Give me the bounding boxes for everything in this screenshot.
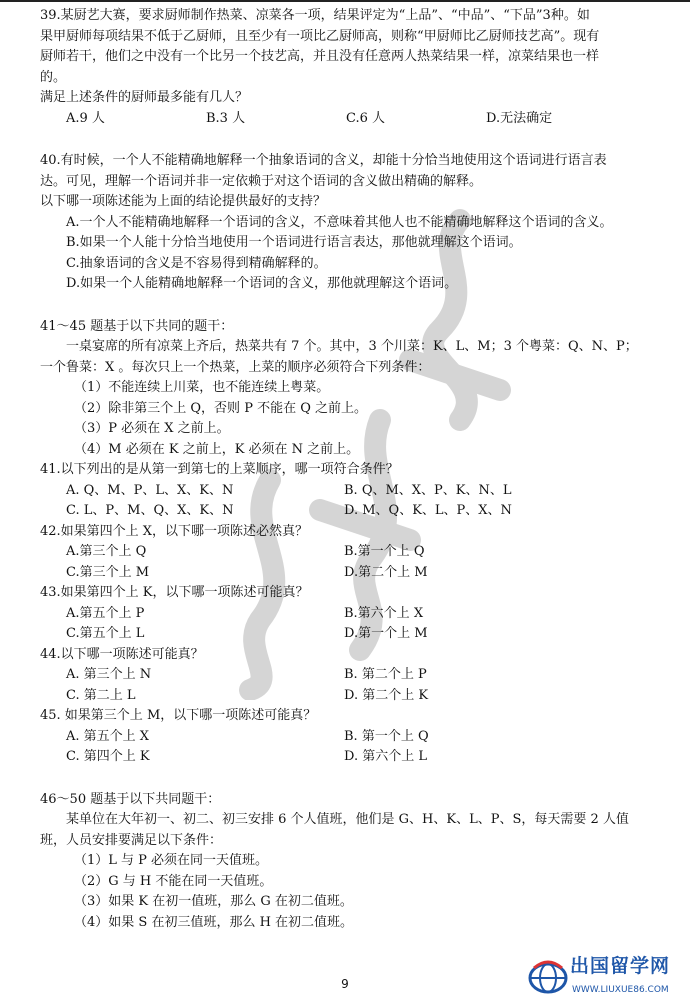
q41-options-row xyxy=(40,481,660,502)
q40-option-c: C.抽象语词的含义是不容易得到精确解释的。 xyxy=(66,255,327,271)
q45-option-d: D. 第六个上 L xyxy=(344,749,427,764)
group41-condition-1: （1）不能连续上川菜，也不能连续上粤菜。 xyxy=(74,380,330,395)
q40-question: 以下哪一项陈述能为上面的结论提供最好的支持？ xyxy=(40,194,327,209)
q41-question: 41.以下列出的是从第一到第七的上菜顺序，哪一项符合条件？ xyxy=(40,462,399,477)
group41-header: 41～45 题基于以下共同的题干： xyxy=(40,318,234,334)
logo-url: WWW.LIUXUE86.COM xyxy=(572,985,669,995)
q45-options-row xyxy=(40,727,660,748)
group46-header: 46～50 题基于以下共同题干： xyxy=(40,791,221,807)
q42-question: 42.如果第四个上 X，以下哪一项陈述必然真？ xyxy=(40,523,309,539)
logo-text: 出国留学网 xyxy=(570,955,671,977)
top-rule xyxy=(0,0,690,2)
q41-option-d: D. M、Q、K、L、P、X、N xyxy=(344,503,512,518)
q43-option-b: B.第六个上 X xyxy=(344,605,424,621)
q42-option-d: D.第二个上 M xyxy=(344,564,428,580)
group46-condition-4: （4）如果 S 在初三值班，那么 H 在初二值班。 xyxy=(74,914,354,930)
q43-option-a: A.第五个上 P xyxy=(66,605,145,621)
group41-condition-2: （2）除非第三个上 Q，否则 P 不能在 Q 之前上。 xyxy=(74,400,367,416)
q44-options-row xyxy=(40,665,660,686)
q43-options-row xyxy=(40,624,660,645)
q44-option-c: C. 第二上 L xyxy=(66,687,136,703)
q42-option-c: C.第三个上 M xyxy=(66,564,150,580)
q41-option-c: C. L、P、M、Q、X、K、N xyxy=(66,503,234,518)
q43-option-c: C.第五个上 L xyxy=(66,626,145,641)
q40-option-b: B.如果一个人能十分恰当地使用一个语词进行语言表达，那他就理解这个语词。 xyxy=(66,235,522,250)
q41-options-row xyxy=(40,501,660,522)
q43-options-row xyxy=(40,604,660,625)
group46-condition-2: （2）G 与 H 不能在同一天值班。 xyxy=(74,873,273,889)
q41-option-a: A. Q、M、P、L、X、K、N xyxy=(66,482,234,498)
q40-option-a: A.一个人不能精确地解释一个语词的含义，不意味着其他人也不能精确地解释这个语词的含义。 xyxy=(66,214,613,230)
q39-line: 果甲厨师每项结果不低于乙厨师，且至少有一项比乙厨师高，则称“甲厨师比乙厨师技艺高”。现有 xyxy=(40,28,600,44)
exam-page xyxy=(40,6,660,933)
group41-stem: 一桌宴席的所有凉菜上齐后，热菜共有 7 个。其中，3 个川菜：K、L、M；3 个粤菜：Q、N、P； xyxy=(66,339,638,354)
q39-options xyxy=(40,109,660,130)
q44-option-d: D. 第二个上 K xyxy=(344,687,429,703)
q39-option-d: D.无法确定 xyxy=(486,110,553,126)
q40-option-d: D.如果一个人能精确地解释一个语词的含义，那他就理解这个语词。 xyxy=(66,276,458,291)
site-logo[interactable] xyxy=(528,954,690,997)
q42-options-row xyxy=(40,542,660,563)
q44-option-a: A. 第三个上 N xyxy=(66,667,152,682)
q43-option-d: D.第一个上 M xyxy=(344,626,428,641)
group46-stem: 班，人员安排要满足以下条件： xyxy=(40,832,223,848)
group41-condition-4: （4）M 必须在 K 之前上，K 必须在 N 之前上。 xyxy=(74,441,360,457)
q40-line: 达。可见，理解一个语词并非一定依赖于对这个语词的含义做出精确的解释。 xyxy=(40,173,483,189)
q42-options-row xyxy=(40,563,660,584)
q39-option-b: B.3 人 xyxy=(206,110,246,126)
q44-question: 44.以下哪一项陈述可能真？ xyxy=(40,646,204,662)
q39-line: 的。 xyxy=(40,69,67,85)
group46-condition-1: （1）L 与 P 必须在同一天值班。 xyxy=(74,853,269,868)
q45-option-a: A. 第五个上 X xyxy=(66,728,150,744)
q40-line: 40.有时候，一个人不能精确地解释一个抽象语词的含义，却能十分恰当地使用这个语词进行语言表 xyxy=(40,153,607,168)
q43-question: 43.如果第四个上 K，以下哪一项陈述可能真？ xyxy=(40,585,309,600)
q45-question: 45. 如果第三个上 M，以下哪一项陈述可能真？ xyxy=(40,708,317,723)
group46-stem: 某单位在大年初一、初二、初三安排 6 个人值班，他们是 G、H、K、L、P、S，每天需要 2 人值 xyxy=(66,812,629,827)
page-number: 9 xyxy=(341,977,349,991)
q42-option-a: A.第三个上 Q xyxy=(66,544,147,559)
group41-condition-3: （3）P 必须在 X 之前上。 xyxy=(74,421,230,436)
group46-condition-3: （3）如果 K 在初一值班，那么 G 在初二值班。 xyxy=(74,894,353,909)
group41-stem: 一个鲁菜：X 。每次只上一个热菜，上菜的顺序必须符合下列条件： xyxy=(40,359,431,375)
q42-option-b: B.第一个上 Q xyxy=(344,544,425,559)
q44-option-b: B. 第二个上 P xyxy=(344,667,427,682)
q45-options-row xyxy=(40,747,660,768)
q39-line: 39.某厨艺大赛，要求厨师制作热菜、凉菜各一项，结果评定为“上品”、“中品”、“下品”3种。如 xyxy=(40,8,590,23)
q45-option-b: B. 第一个上 Q xyxy=(344,728,429,744)
q39-line: 厨师若干，他们之中没有一个比另一个技艺高，并且没有任意两人热菜结果一样，凉菜结果也一样 xyxy=(40,49,600,64)
q44-options-row xyxy=(40,686,660,707)
q39-option-a: A.9 人 xyxy=(66,110,105,126)
q39-question: 满足上述条件的厨师最多能有几人？ xyxy=(40,90,249,105)
q45-option-c: C. 第四个上 K xyxy=(66,749,150,764)
q41-option-b: B. Q、M、X、P、K、N、L xyxy=(344,482,512,498)
q39-option-c: C.6 人 xyxy=(346,110,386,126)
globe-icon xyxy=(528,956,568,996)
